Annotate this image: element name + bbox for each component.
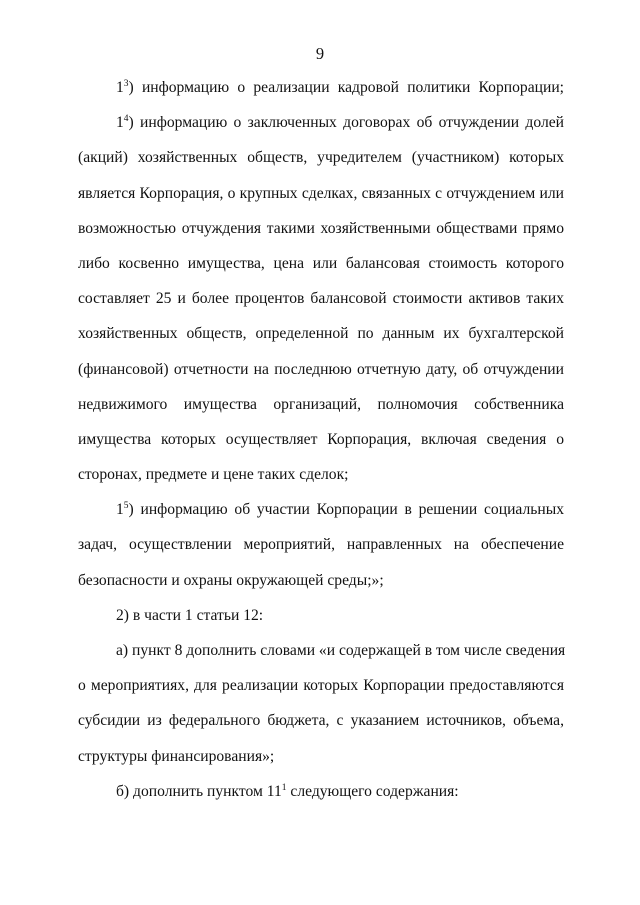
document-body	[78, 70, 564, 809]
text-line	[78, 316, 564, 351]
text-line	[78, 598, 564, 633]
item-number: 1	[116, 501, 124, 519]
line-text: возможностью отчуждения такими хозяйственными обществами прямо	[78, 219, 564, 237]
line-text: недвижимого имущества организаций, полномочия собственника	[78, 395, 564, 413]
line-text: (финансовой) отчетности на последнюю отчетную дату, об отчуждении	[78, 360, 564, 378]
text-line	[78, 457, 564, 492]
paragraph	[78, 774, 564, 809]
paragraph	[78, 70, 564, 105]
line-text: о мероприятиях, для реализации которых Корпорации предоставляются	[78, 677, 564, 695]
item-superscript: 4	[123, 114, 129, 125]
line-text: безопасности и охраны окружающей среды;»;	[78, 571, 384, 589]
line-text: б) дополнить пунктом 11	[116, 782, 282, 800]
line-text: (акций) хозяйственных обществ, учредителем (участником) которых	[78, 149, 564, 167]
text-line	[78, 176, 564, 211]
text-line	[78, 527, 564, 562]
line-text: задач, осуществлении мероприятий, направленных на обеспечение	[78, 536, 564, 554]
text-line	[78, 703, 564, 738]
text-line	[78, 668, 564, 703]
text-line	[78, 387, 564, 422]
line-text: структуры финансирования»;	[78, 747, 275, 765]
line-text: а) пункт 8 дополнить словами «и содержащей в том числе сведения	[116, 642, 566, 659]
line-text: сторонах, предмете и цене таких сделок;	[78, 466, 349, 484]
paragraph	[78, 105, 564, 492]
line-text: хозяйственных обществ, определенной по данным их бухгалтерской	[78, 325, 564, 343]
item-superscript: 5	[123, 501, 129, 512]
line-text: ) информацию о заключенных договорах об отчуждении долей	[128, 114, 564, 132]
text-line	[78, 422, 564, 457]
text-line	[78, 739, 564, 774]
text-line	[78, 492, 564, 527]
item-number: 1	[116, 79, 124, 96]
line-text: субсидии из федерального бюджета, с указанием источников, объема,	[78, 712, 564, 730]
text-line	[78, 211, 564, 246]
text-line	[78, 281, 564, 316]
item-superscript: 3	[123, 79, 129, 89]
text-line	[78, 633, 564, 668]
line-text: составляет 25 и более процентов балансовой стоимости активов таких	[78, 290, 564, 308]
page-number: 9	[315, 44, 325, 63]
line-text: следующего содержания:	[286, 782, 459, 800]
item-number: 1	[116, 114, 124, 132]
text-line	[78, 70, 564, 105]
line-text: либо косвенно имущества, цена или балансовая стоимость которого	[78, 254, 564, 272]
text-line	[78, 105, 564, 140]
text-line	[78, 246, 564, 281]
text-line	[78, 352, 564, 387]
paragraph	[78, 633, 564, 774]
line-text: является Корпорация, о крупных сделках, связанных с отчуждением или	[78, 184, 564, 202]
text-line	[78, 563, 564, 598]
item-superscript: 1	[281, 782, 287, 793]
paragraph	[78, 492, 564, 598]
line-text: 2) в части 1 статьи 12:	[116, 606, 264, 624]
line-text: ) информацию о реализации кадровой политики Корпорации;	[128, 79, 564, 96]
line-text: имущества которых осуществляет Корпорация, включая сведения о	[78, 430, 564, 448]
paragraph	[78, 598, 564, 633]
text-line	[78, 140, 564, 175]
text-line	[78, 774, 564, 809]
line-text: ) информацию об участии Корпорации в решении социальных	[128, 501, 564, 519]
